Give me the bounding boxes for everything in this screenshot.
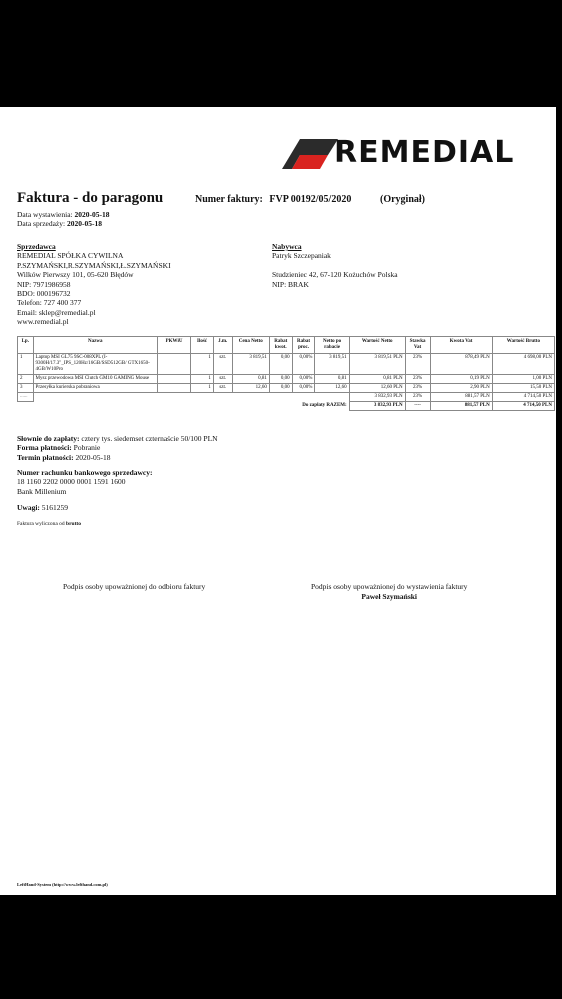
seller-nip: NIP: 7971986958 [17,279,71,289]
receiver-signature: Podpis osoby upoważnionej do odbioru faktury [63,582,206,591]
col-pkwiu: PKWiU [157,337,190,354]
bank-label: Numer rachunku bankowego sprzedawcy: [17,468,153,477]
buyer-address: Studzieniec 42, 67-120 Kożuchów Polska [272,270,398,280]
total-row: Do zapłaty RAZEM: 3 832,93 PLN ---- 881,57 PLN 4 714,50 PLN [18,402,555,411]
logo-text: REMEDIAL [334,135,515,170]
col-netto-po-rabacie: Netto po rabacie [315,337,349,354]
bank-account: 18 1160 2202 0000 0001 1591 1600 [17,477,126,487]
buyer-nip: NIP: BRAK [272,279,309,289]
col-jm: J.m. [213,337,232,354]
seller-email: Email: sklep@remedial.pl [17,307,96,317]
buyer-block [272,242,398,289]
vat-summary-row: ...... 3 832,93 PLN 23% 881,57 PLN 4 714,50 PLN [18,393,555,402]
seller-web: www.remedial.pl [17,317,69,327]
col-kwota-vat: Kwota Vat [430,337,492,354]
seller-name1: REMEDIAL SPÓŁKA CYWILNA [17,251,124,261]
col-rabat-proc: Rabat proc. [292,337,315,354]
software-footer: LeftHand-System (http://www.lefthand.com.pl) [17,882,108,887]
items-table [17,336,555,411]
invoice-dates [17,210,109,228]
col-rabat-kwot: Rabat kwot. [269,337,292,354]
invoice-number-label: Numer faktury: [195,194,263,205]
col-wartosc-netto: Wartość Netto [349,337,405,354]
seller-heading: Sprzedawca [17,242,56,251]
col-lp: Lp. [18,337,34,354]
invoice-number-value: FVP 00192/05/2020 [269,194,352,205]
seller-name2: P.SZYMAŃSKI,R.SZYMAŃSKI,Ł.SZYMAŃSKI [17,260,171,270]
table-row: 1 Laptop MSI GL75 9SC-008XPL (I-9300H/17.3"_IPS_120Hz/16GB/SSD512GB/ GTX1650-4GB/W10Pro 1 szt. 3 819,51 0,00 0,00% 3 819,51 3 819,51 PLN 23% 878,49 PLN 4 698,00 PLN [18,354,555,375]
col-wartosc-brutto: Wartość Brutto [492,337,554,354]
payment-term: Termin płatności: 2020-05-18 [17,452,111,462]
payment-block [17,434,218,462]
table-row: 2 Mysz przewodowa MSI Clutch GM10 GAMING Mouse 1 szt. 0,81 0,00 0,00% 0,81 0,81 PLN 23% 0,19 PLN 1,00 PLN [18,375,555,384]
col-nazwa: Nazwa [33,337,157,354]
original-label: (Oryginał) [380,194,425,205]
bank-name: Bank Millenium [17,486,67,496]
remedial-logo [282,137,532,171]
col-cena-netto: Cena Netto [232,337,269,354]
seller-address: Wilków Pierwszy 101, 05-620 Błędów [17,270,134,280]
invoice-title: Faktura - do paragonu [17,190,164,206]
bank-block [17,468,153,496]
invoice-number [195,194,351,205]
calculation-basis: Faktura wyliczona od brutto [17,521,82,527]
seller-block [17,242,171,327]
notes: Uwagi: 5161259 [17,503,69,512]
logo-mark-icon [282,139,338,169]
issuer-name: Paweł Szymański [361,591,418,601]
amount-in-words: Słownie do zapłaty: cztery tys. siedemset czternaście 50/100 PLN [17,434,218,443]
seller-phone: Telefon: 727 400 377 [17,298,82,308]
payment-form: Forma płatności: Pobranie [17,443,101,453]
buyer-heading: Nabywca [272,242,302,251]
col-stawka-vat: Stawka Vat [405,337,430,354]
sale-date: Data sprzedaży: 2020-05-18 [17,219,102,228]
table-row: 3 Przesyłka kurierska pobraniowa 1 szt. 12,60 0,00 0,00% 12,60 12,60 PLN 23% 2,90 PLN 15,50 PLN [18,384,555,393]
table-header [18,337,555,354]
seller-bdo: BDO: 000196732 [17,289,71,299]
buyer-name: Patryk Szczepaniak [272,251,331,261]
col-ilosc: Ilość [191,337,214,354]
total-label: Do zapłaty RAZEM: [302,403,347,408]
invoice-page [0,107,556,895]
issue-date: Data wystawienia: 2020-05-18 [17,210,110,219]
issuer-signature: Podpis osoby upoważnionej do wystawienia faktury Paweł Szymański [311,582,468,601]
